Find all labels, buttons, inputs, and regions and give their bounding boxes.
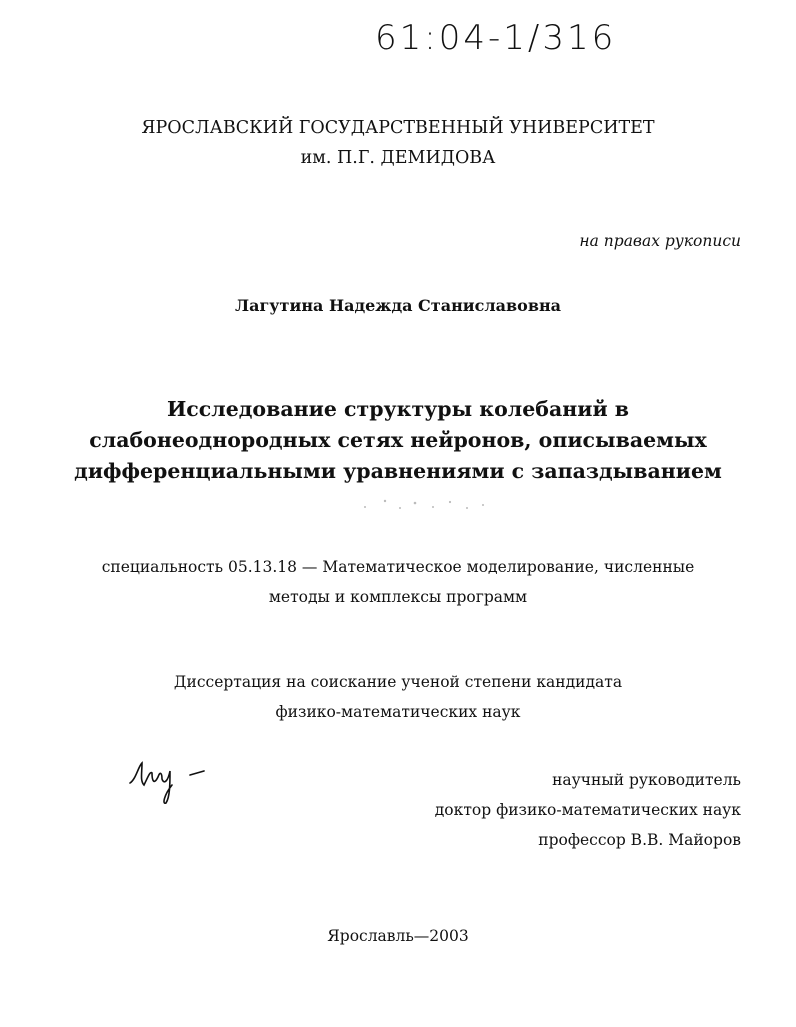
specialty-line: методы и комплексы программ — [268, 588, 528, 606]
degree-line: физико-математических наук — [275, 703, 521, 721]
specialty-line: специальность 05.13.18 — Математическое моделирование, численные — [101, 558, 695, 576]
university-named-after: им. П.Г. ДЕМИДОВА — [300, 148, 496, 168]
title-line: дифференциальными уравнениями с запаздыванием — [74, 459, 722, 483]
degree-line: Диссертация на соискание ученой степени кандидата — [173, 673, 623, 691]
supervisor-line: профессор В.В. Майоров — [538, 831, 741, 849]
stamp-smudge-icon — [355, 493, 495, 515]
city-year: Ярославль—2003 — [327, 927, 469, 945]
university-name: ЯРОСЛАВСКИЙ ГОСУДАРСТВЕННЫЙ УНИВЕРСИТЕТ — [141, 118, 655, 138]
author-name: Лагутина Надежда Станиславовна — [234, 296, 562, 315]
signature-icon — [120, 755, 230, 810]
supervisor-block — [435, 765, 741, 855]
dissertation-title — [0, 394, 796, 487]
degree-statement — [0, 667, 796, 727]
supervisor-line: доктор физико-математических наук — [434, 801, 741, 819]
handwritten-archive-number: 61:04-1/316 — [375, 18, 617, 58]
supervisor-line: научный руководитель — [552, 771, 741, 789]
faded-stamp — [355, 493, 495, 515]
title-line: слабонеоднородных сетях нейронов, описываемых — [89, 428, 707, 452]
specialty — [0, 552, 796, 612]
manuscript-rights-note: на правах рукописи — [579, 232, 741, 250]
title-line: Исследование структуры колебаний в — [166, 397, 630, 421]
signature — [120, 755, 230, 814]
